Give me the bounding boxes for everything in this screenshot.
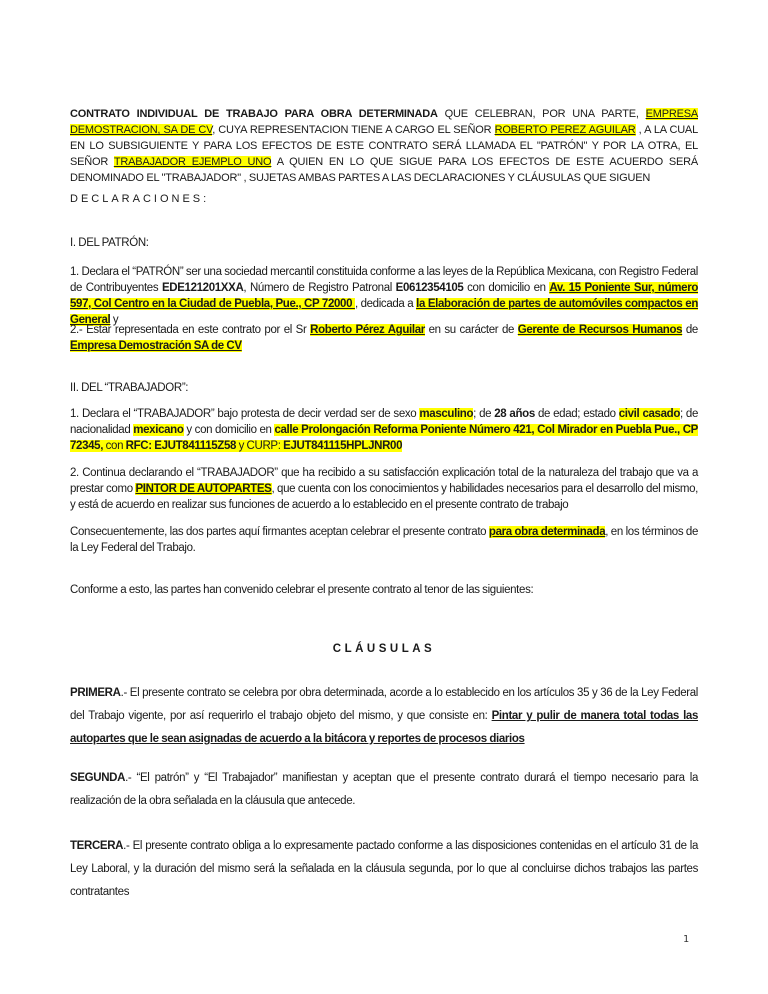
- trabajador-declaration-1: 1. Declara el “TRABAJADOR” bajo protesta de decir verdad ser de sexo masculino; de 28 años de edad; estado civil casado; de nacionalidad mexicano y con domicilio en calle Prolongación Reforma Poniente Número 421, Col Mirador en Puebla Pue., CP 72345, con RFC: EJUT841115Z58 y CURP: EJUT841115HPLJNR00: [70, 408, 699, 452]
- clause-label: SEGUNDA: [70, 772, 126, 784]
- clausulas-heading: CLÁUSULAS: [332, 643, 436, 655]
- tipo-contrato: para obra determinada: [488, 526, 606, 538]
- conforme-paragraph: Conforme a esto, las partes han convenido celebrar el presente contrato al tenor de las siguientes:: [70, 584, 534, 596]
- objeto-trabajo: Pintar y pulir de manera total todas las autopartes que le sean asignadas de acuerdo a la bitácora y reportes de procesos diarios: [70, 710, 699, 745]
- registro-patronal: E0612354105: [395, 282, 464, 294]
- representante-nombre: Roberto Pérez Aguilar: [310, 324, 425, 336]
- contract-title: CONTRATO INDIVIDUAL DE TRABAJO PARA OBRA DETERMINADA: [70, 108, 438, 120]
- representante-cargo: Gerente de Recursos Humanos: [517, 324, 683, 336]
- page-number: 1: [683, 934, 690, 945]
- patron-declaration-2: 2.- Estar representada en este contrato por el Sr Roberto Pérez Aguilar en su carácter de Gerente de Recursos Humanos de Empresa Demostración SA de CV: [70, 324, 698, 352]
- trabajador-domicilio: calle Prolongación Reforma Poniente Número 421, Col Mirador en Puebla Pue., CP 72345,: [70, 424, 698, 452]
- trabajador-heading: II. DEL “TRABAJADOR”:: [70, 382, 189, 394]
- empresa-nombre: Empresa Demostración SA de CV: [70, 340, 242, 352]
- patron-declaration-1: 1. Declara el “PATRÓN” ser una sociedad mercantil constituida conforme a las leyes de la República Mexicana, con Registro Federal de Contribuyentes EDE121201XXA, Número de Registro Patronal E0612354105 con domicilio en Av. 15 Poniente Sur, número 597, Col Centro en la Ciudad de Puebla, Pue., CP 72000 , dedicada a la Elaboración de partes de automóviles compactos en General y: [70, 266, 699, 326]
- sexo-field: masculino: [419, 408, 474, 420]
- clausula-primera: PRIMERA.- El presente contrato se celebra por obra determinada, acorde a lo establecido en los artículos 35 y 36 de la Ley Federal del Trabajo vigente, por así requerirlo el trabajo objeto del mismo, y que consiste en: Pintar y pulir de manera total todas las autopartes que le sean asignadas de acuerdo a la bitácora y reportes de procesos diarios: [70, 687, 699, 745]
- puesto-field: PINTOR DE AUTOPARTES: [135, 483, 272, 495]
- patron-actividad: la Elaboración de partes de automóviles compactos en General: [70, 298, 699, 326]
- trabajador-curp: EJUT841115HPLJNR00: [283, 440, 403, 452]
- clause-label: PRIMERA: [70, 687, 121, 699]
- estado-civil-field: civil casado: [618, 408, 680, 420]
- clause-label: TERCERA: [70, 840, 124, 852]
- consecuentemente-paragraph: Consecuentemente, las dos partes aquí firmantes aceptan celebrar el presente contrato para obra determinada, en los términos de la Ley Federal del Trabajo.: [70, 526, 699, 554]
- trabajador-field: TRABAJADOR EJEMPLO UNO: [113, 156, 272, 168]
- trabajador-declaration-2: 2. Continua declarando el “TRABAJADOR” que ha recibido a su satisfacción explicación total de la naturaleza del trabajo que va a prestar como PINTOR DE AUTOPARTES, que cuenta con los conocimientos y habilidades necesarios para el desarrollo del mismo, y está de acuerdo en realizar sus funciones de acuerdo a lo establecido en el presente contrato de trabajo: [70, 467, 698, 511]
- empresa-field: EMPRESA DEMOSTRACION, SA DE CV: [70, 108, 698, 136]
- edad-field: 28 años: [494, 408, 535, 420]
- intro-paragraph: CONTRATO INDIVIDUAL DE TRABAJO PARA OBRA DETERMINADA QUE CELEBRAN, POR UNA PARTE, EMPRESA DEMOSTRACION, SA DE CV, CUYA REPRESENTACION TIENE A CARGO EL SEÑOR ROBERTO PEREZ AGUILAR , A LA CUAL EN LO SUBSIGUIENTE Y PARA LOS EFECTOS DE ESTE CONTRATO SERÁ LLAMADA EL "PATRÓN" Y POR LA OTRA, EL SEÑOR TRABAJADOR EJEMPLO UNO A QUIEN EN LO QUE SIGUE PARA LOS EFECTOS DE ESTE ACUERDO SERÁ DENOMINADO EL "TRABAJADOR" , SUJETAS AMBAS PARTES A LAS DECLARACIONES Y CLÁUSULAS QUE SIGUEN: [70, 108, 698, 184]
- clausula-segunda: SEGUNDA.- “El patrón” y “El Trabajador” manifiestan y aceptan que el presente contrato durará el tiempo necesario para la realización de la obra señalada en la cláusula que antecede.: [70, 772, 698, 807]
- patron-rfc: EDE121201XXA: [161, 282, 244, 294]
- representante-field: ROBERTO PEREZ AGUILAR: [494, 124, 636, 136]
- declaraciones-heading: DECLARACIONES:: [70, 193, 210, 205]
- trabajador-rfc: RFC: EJUT841115Z58: [125, 440, 237, 452]
- patron-heading: I. DEL PATRÓN:: [70, 237, 149, 249]
- patron-domicilio: Av. 15 Poniente Sur, número 597, Col Centro en la Ciudad de Puebla, Pue., CP 72000: [70, 282, 698, 310]
- clausula-tercera: TERCERA.- El presente contrato obliga a lo expresamente pactado conforme a las disposiciones contenidas en el artículo 31 de la Ley Laboral, y la duración del mismo será la señalada en la cláusula segunda, por lo que al concluirse dichos trabajos las partes contratantes: [70, 840, 698, 898]
- nacionalidad-field: mexicano: [133, 424, 184, 436]
